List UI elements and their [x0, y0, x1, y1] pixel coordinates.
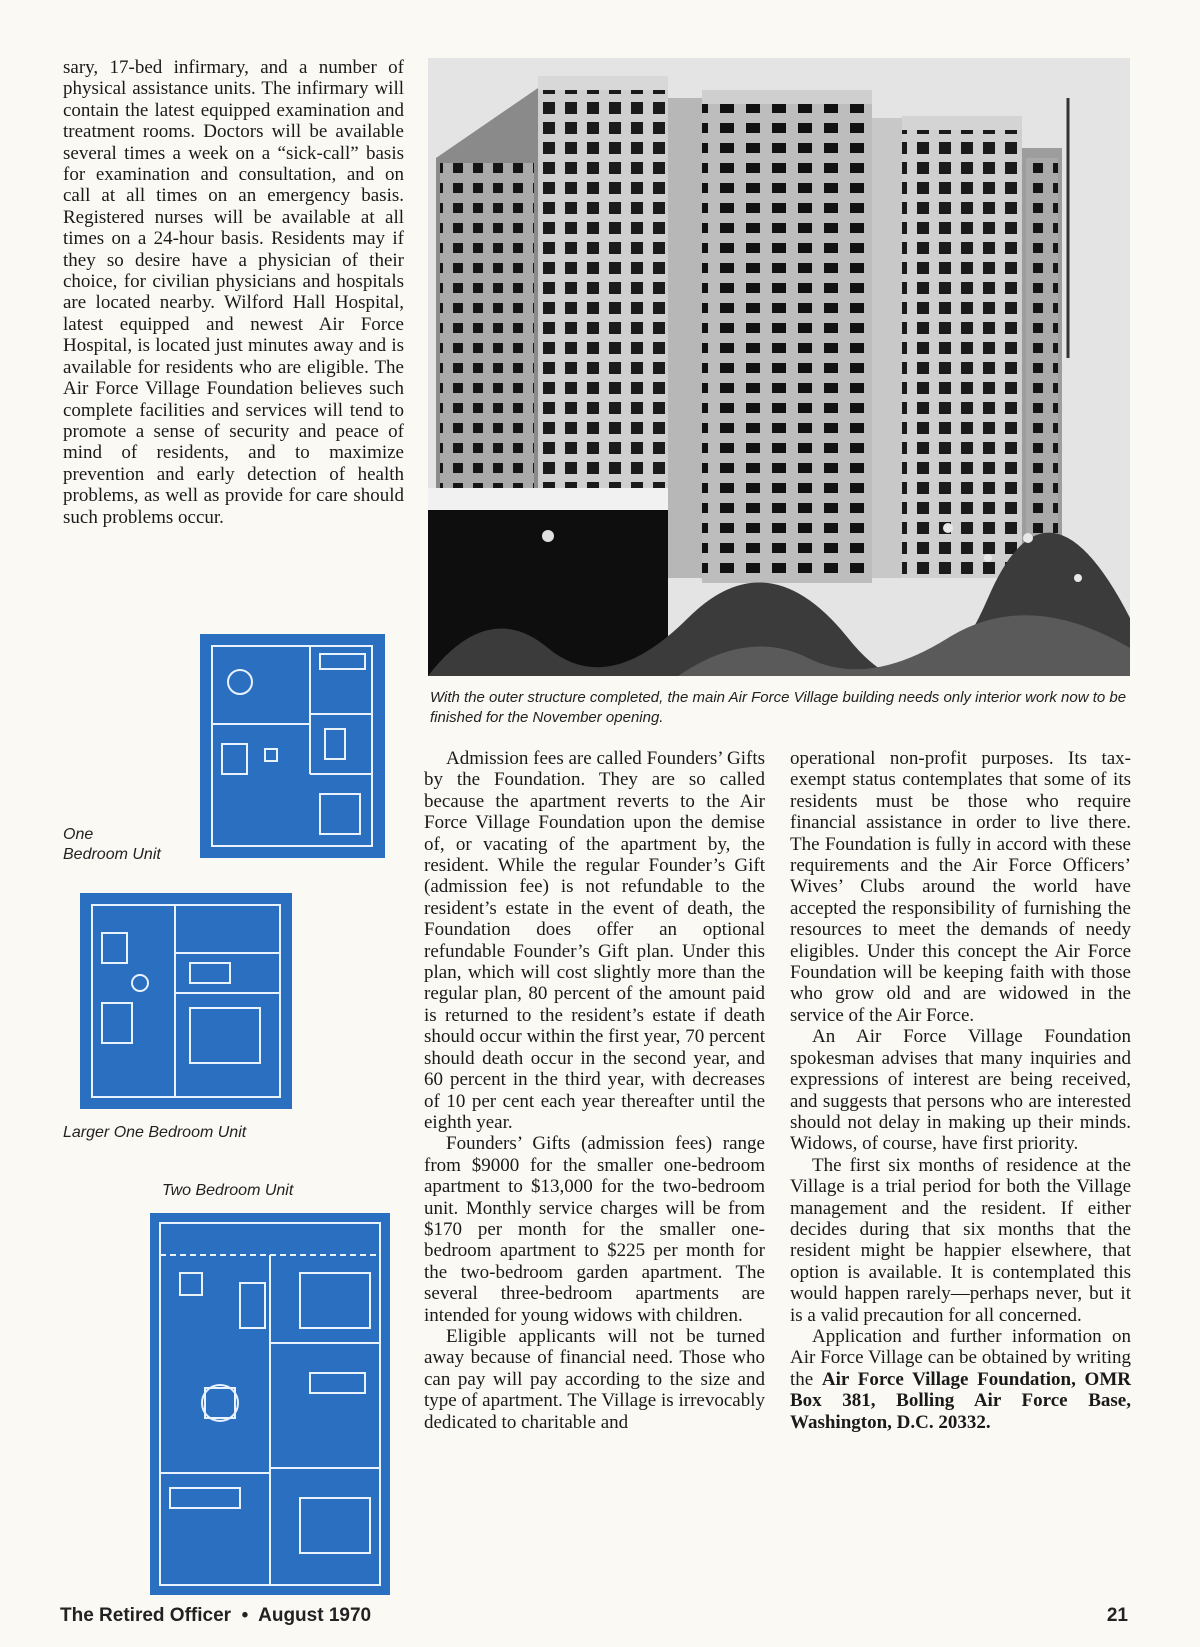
left-column-paragraph: sary, 17-bed infirmary, and a number of physical assistance units. The infirmary will contain the latest equipped examination and treatment rooms. Doctors will be available several times a week on a “sick-call” basis for examination and consultation, and on call at all times on an emergency basis. Registered nurses will be available at all times on a 24-hour basis. Residents may if they so desire have a physician of their choice, for civilian physicians and hospitals are located nearby. Wilford Hall Hospital, latest equipped and newest Air Force Hospital, is located just minutes away and is available for residents who are eligible. The Air Force Village Foundation believes such complete facilities and services will tend to promote a sense of security and peace of mind of residents, and to maximize prevention and early detection of health problems, as well as provide for care should such problems occur. — [63, 57, 404, 528]
larger-one-bedroom-floor-plan — [80, 893, 292, 1109]
application-text: Application and further information on Air Force Village can be obtained by writing the — [790, 1325, 1131, 1390]
footer-bullet: • — [241, 1605, 249, 1626]
one-bedroom-label — [63, 825, 161, 865]
right-paragraph-1: operational non-profit purposes. Its tax-exempt status contemplates that some of its residents must be those who require financial assistance in order to live there. The Foundation is fully in accord with these requirements and the Air Force Officers’ Wives’ Clubs around the world have accepted the responsibility of furnishing the resources to meet the demands of needy eligibles. Under this concept the Air Force Foundation will be keeping faith with those who grow old and are widowed in the service of the Air Force. — [790, 748, 1131, 1026]
photo-caption: With the outer structure completed, the main Air Force Village building needs only interior work now to be finished for the November opening. — [430, 689, 1127, 726]
right-paragraph-3: The first six months of residence at the Village is a trial period for both the Village management and the resident. If either decides during that six months that the resident might be happier elsewhere, that option is available. It is contemplated this would happen rarely—perhaps never, but it is a valid precaution for all concerned. — [790, 1154, 1131, 1326]
one-bedroom-label-line-2: Bedroom Unit — [63, 846, 161, 863]
left-column — [63, 57, 404, 528]
right-paragraph-2: An Air Force Village Foundation spokesman advises that many inquiries and expressions of interest are being received, and suggests that persons who are interested should not delay in making up their minds. Widows, of course, have first priority. — [790, 1026, 1131, 1155]
middle-paragraph-1: Admission fees are called Founders’ Gifts by the Foundation. They are so called because the apartment reverts to the Air Force Village Foundation upon the demise of, or vacating of the apartment by, the resident. While the regular Founder’s Gift (admission fee) is not refundable to the resident’s estate in the event of death, the Foundation does offer an optional refundable Founder’s Gift plan. Under this plan, which will cost slightly more than the regular plan, 80 percent of the amount paid is returned to the resident’s estate if death should occur within the first year, 70 percent should death occur in the second year, and 60 percent in the third year, with decreases of 10 per cent each year thereafter until the eighth year. — [424, 748, 765, 1133]
one-bedroom-floor-plan — [200, 634, 385, 858]
larger-one-bedroom-label: Larger One Bedroom Unit — [63, 1124, 247, 1141]
right-column — [790, 748, 1131, 1433]
two-bedroom-floor-plan — [150, 1213, 390, 1595]
footer-publication-line — [60, 1605, 371, 1627]
foundation-address: Air Force Village Foundation, OMR Box 381, Bolling Air Force Base, Washington, D.C. 20332. — [790, 1368, 1131, 1433]
page-number: 21 — [1106, 1605, 1128, 1626]
middle-paragraph-2: Founders’ Gifts (admission fees) range from $9000 for the smaller one-bedroom apartment to $13,000 for the two-bedroom unit. Monthly service charges will be from $170 per month for the smaller one-bedroom apartment to $225 per month for the two-bedroom garden apartment. The several three-bedroom apartments are intended for young widows with children. — [424, 1133, 765, 1326]
middle-paragraph-3: Eligible applicants will not be turned away because of financial need. Those who can pay will pay according to the size and type of apartment. The Village is irrevocably dedicated to charitable and — [424, 1325, 765, 1433]
one-bedroom-label-line-1: One — [63, 826, 94, 843]
middle-column — [424, 748, 765, 1433]
publication-name: The Retired Officer — [60, 1605, 232, 1626]
two-bedroom-label: Two Bedroom Unit — [162, 1182, 294, 1199]
issue-date: August 1970 — [258, 1605, 372, 1626]
building-photo — [428, 58, 1130, 676]
right-paragraph-4 — [790, 1326, 1131, 1433]
